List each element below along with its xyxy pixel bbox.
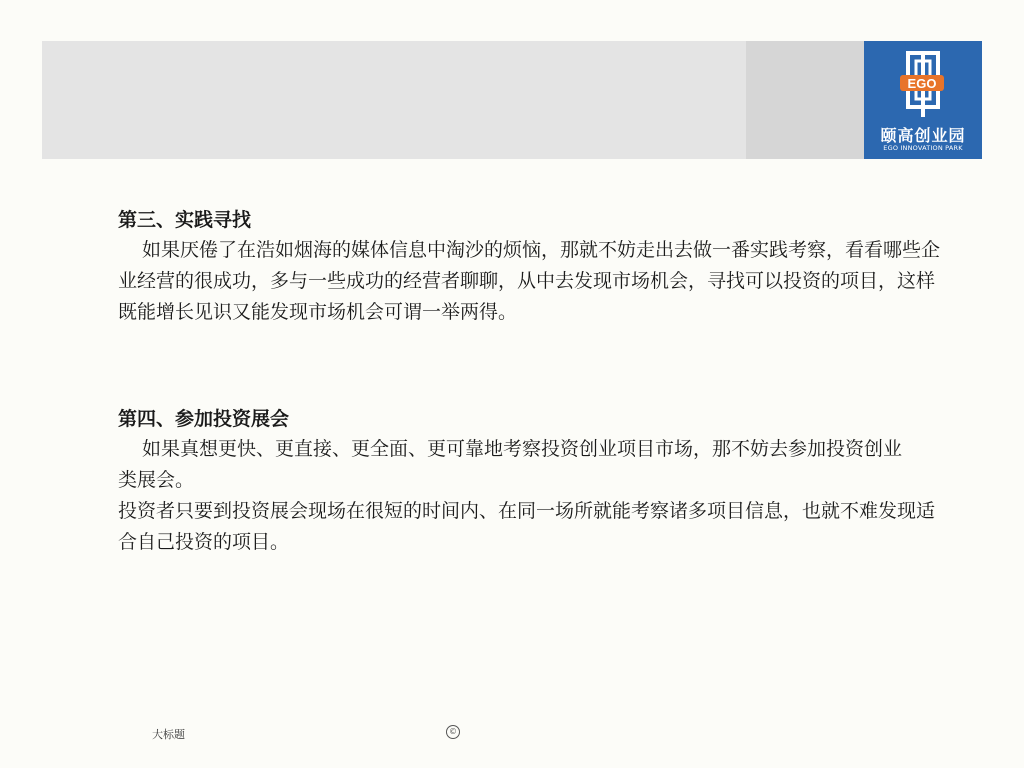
section-three-heading: 第三、实践寻找 [118, 209, 252, 231]
section-four [118, 404, 948, 558]
copyright-icon: © [446, 725, 460, 739]
section-three-paragraph: 如果厌倦了在浩如烟海的媒体信息中淘沙的烦恼，那就不妨走出去做一番实践考察，看看哪些企业经营的很成功，多与一些成功的经营者聊聊，从中去发现市场机会，寻找可以投资的项目，这样既能增长见识又能发现市场机会可谓一举两得。 [118, 239, 941, 323]
logo-mark-text: EGO [907, 76, 937, 91]
ego-logo-icon [894, 51, 950, 121]
section-four-paragraph-2: 投资者只要到投资展会现场在很短的时间内、在同一场所就能考察诸多项目信息，也就不难发现适合自己投资的项目。 [118, 500, 936, 553]
section-four-heading: 第四、参加投资展会 [118, 408, 290, 430]
logo [864, 41, 982, 159]
footer-title: 大标题 [152, 728, 185, 741]
section-three [118, 205, 948, 328]
logo-name-cn: 颐高创业园 [880, 126, 966, 145]
logo-name-en: EGO INNOVATION PARK [883, 144, 963, 152]
header-shade-block [746, 41, 864, 159]
section-four-paragraph-1: 如果真想更快、更直接、更全面、更可靠地考察投资创业项目市场，那不妨去参加投资创业类展会。 [118, 438, 903, 491]
